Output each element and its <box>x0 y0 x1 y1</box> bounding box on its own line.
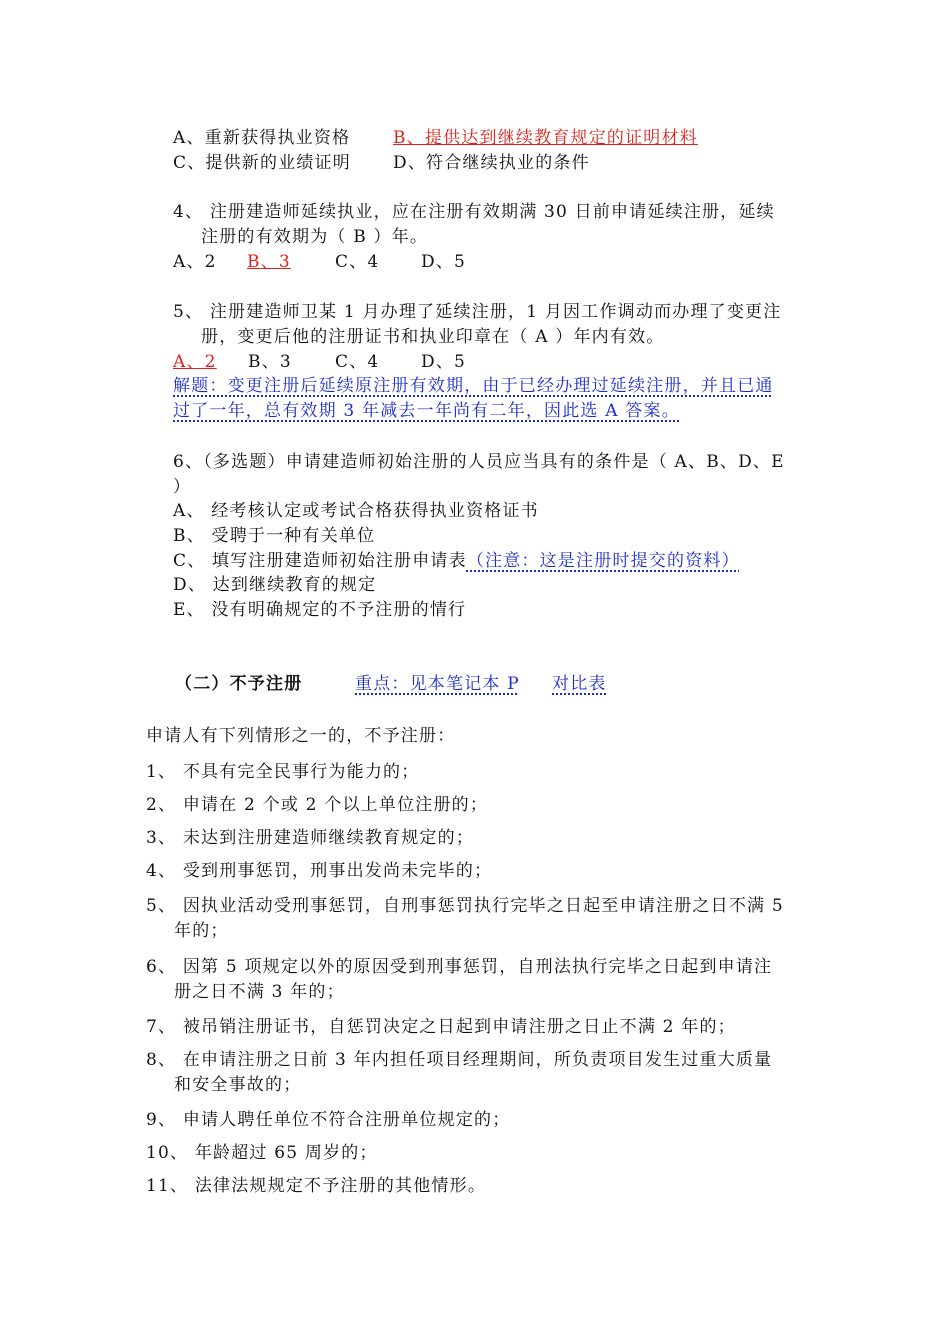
q4-option-a: A、2 <box>173 252 217 272</box>
list-item: 11、 法律法规规定不予注册的其他情形。 <box>146 1176 487 1196</box>
list-item-continued: 年的； <box>174 921 229 941</box>
list-item: 3、 未达到注册建造师继续教育规定的； <box>146 828 475 848</box>
list-item: 1、 不具有完全民事行为能力的； <box>146 762 420 782</box>
q6-option-d: D、 达到继续教育的规定 <box>173 575 377 595</box>
q6-option-c-note: （注意：这是注册时提交的资料） <box>466 551 740 571</box>
q3-option-b: B、提供达到继续教育规定的证明材料 <box>393 128 698 148</box>
q6-question-line2: ） <box>173 477 192 497</box>
section-heading-note2: 对比表 <box>552 674 607 694</box>
list-item: 10、 年龄超过 65 周岁的； <box>146 1143 378 1163</box>
q5-option-d: D、5 <box>421 352 467 372</box>
q3-option-c: C、提供新的业绩证明 <box>173 153 352 173</box>
q5-explanation-line1: 解题：变更注册后延续原注册有效期，由于已经办理过延续注册，并且已通 <box>173 376 774 396</box>
list-item: 9、 申请人聘任单位不符合注册单位规定的； <box>146 1110 511 1130</box>
q3-option-d: D、符合继续执业的条件 <box>393 153 590 173</box>
list-item-continued: 册之日不满 3 年的； <box>174 982 345 1002</box>
q4-question-line1: 4、 注册建造师延续执业，应在注册有效期满 30 日前申请延续注册，延续 <box>173 202 775 222</box>
list-item: 7、 被吊销注册证书，自惩罚决定之日起到申请注册之日止不满 2 年的； <box>146 1017 736 1037</box>
q5-option-c: C、4 <box>335 352 380 372</box>
list-item: 5、 因执业活动受刑事惩罚，自刑事惩罚执行完毕之日起至申请注册之日不满 5 <box>146 896 784 916</box>
section-heading-note: 重点：见本笔记本 P <box>355 674 520 694</box>
q4-question-line2: 注册的有效期为（ B ）年。 <box>201 227 429 247</box>
q5-explanation-line2: 过了一年，总有效期 3 年减去一年尚有二年，因此选 A 答案。 <box>173 401 680 421</box>
q5-option-a: A、2 <box>173 352 217 372</box>
section-intro: 申请人有下列情形之一的，不予注册： <box>146 726 456 746</box>
q4-option-d: D、5 <box>421 252 467 272</box>
section-heading: （二）不予注册 <box>175 674 303 694</box>
q6-option-c <box>173 549 740 573</box>
list-item: 6、 因第 5 项规定以外的原因受到刑事惩罚，自刑法执行完毕之日起到申请注 <box>146 957 773 977</box>
q6-option-b: B、 受聘于一种有关单位 <box>173 526 376 546</box>
q4-option-c: C、4 <box>335 252 380 272</box>
q6-option-e: E、 没有明确规定的不予注册的情行 <box>173 600 467 620</box>
list-item: 8、 在申请注册之日前 3 年内担任项目经理期间，所负责项目发生过重大质量 <box>146 1050 773 1070</box>
q4-option-b: B、3 <box>247 252 291 272</box>
list-item: 4、 受到刑事惩罚，刑事出发尚未完毕的； <box>146 861 493 881</box>
q6-question-line1: 6、（多选题）申请建造师初始注册的人员应当具有的条件是（ A、B、D、E <box>173 452 785 472</box>
list-item-continued: 和安全事故的； <box>174 1075 302 1095</box>
q5-question-line1: 5、 注册建造师卫某 1 月办理了延续注册，1 月因工作调动而办理了变更注 <box>173 302 782 322</box>
q6-option-c-text: C、 填写注册建造师初始注册申请表 <box>173 551 467 571</box>
q6-option-a: A、 经考核认定或考试合格获得执业资格证书 <box>173 501 539 521</box>
q3-option-a: A、重新获得执业资格 <box>173 128 351 148</box>
q5-question-line2: 册，变更后他的注册证书和执业印章在（ A ）年内有效。 <box>201 327 665 347</box>
list-item: 2、 申请在 2 个或 2 个以上单位注册的； <box>146 795 489 815</box>
q5-option-b: B、3 <box>248 352 292 372</box>
